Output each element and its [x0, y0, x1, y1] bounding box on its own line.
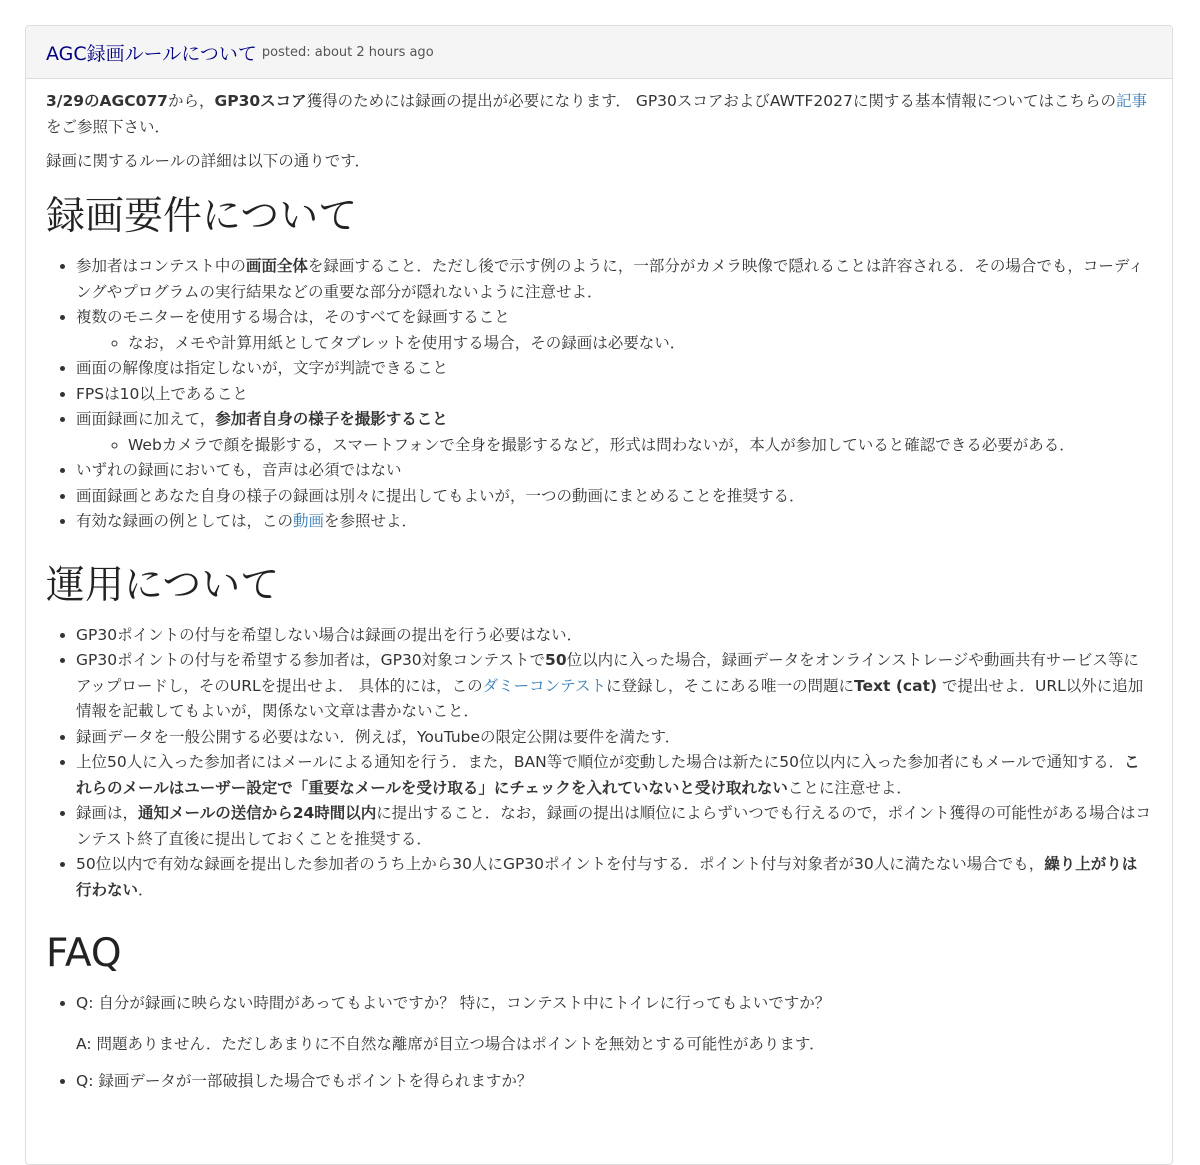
op2-bold-text-cat: Text (cat): [854, 676, 938, 695]
list-item: [76, 254, 1152, 305]
operation-list: [46, 623, 1152, 904]
intro-text-a: から，: [167, 92, 215, 110]
sub-list-item: ◦ なお，メモや計算用紙としてタブレットを使用する場合，その録画は必要ない．: [128, 331, 1152, 357]
post-body: [26, 79, 1172, 1095]
list-item: [76, 407, 1152, 458]
op2-text-a: GP30ポイントの付与を希望する参加者は，GP30対象コンテストで: [76, 651, 546, 669]
intro-paragraph: [46, 88, 1152, 140]
op5-text-a: 録画は，: [76, 804, 139, 822]
op5-text-b: に提出すること．なお，録画の提出は順位によらずいつでも行えるので，ポイント獲得の可能性がある場合はコンテスト終了直後に提出しておくことを推奨する．: [76, 804, 1151, 848]
faq-item: [76, 1069, 1152, 1095]
faq-answer: A: 問題ありません．ただしあまりに不自然な離席が目立つ場合はポイントを無効とする可能性があります．: [76, 1034, 825, 1053]
list-item: [76, 750, 1152, 801]
post-panel: [25, 25, 1173, 1165]
list-item: [76, 509, 1152, 535]
video-link[interactable]: 動画: [293, 512, 325, 530]
posted-time: posted: about 2 hours ago: [261, 44, 434, 60]
req8-text-b: を参照せよ．: [324, 512, 418, 530]
req1-text-b: を録画すること．ただし後で示す例のように，一部分がカメラ映像で隠れることは許容される．その場合でも，コーディングやプログラムの実行結果などの重要な部分が隠れないように注意せよ．: [76, 257, 1144, 301]
article-link[interactable]: 記事: [1116, 92, 1148, 110]
op6-text-a: 50位以内で有効な録画を提出した参加者のうち上から30人にGP30ポイントを付与する．ポイント付与対象者が30人に満たない場合でも，: [76, 855, 1045, 873]
list-item: • 録画データを一般公開する必要はない．例えば，YouTubeの限定公開は要件を満たす．: [76, 725, 1152, 751]
intro-date: 3/29のAGC077: [46, 92, 168, 110]
op2-text-b: 位以内に入った場合，録画データをオンラインストレージや動画共有サービス等にアップロードし，そのURLを提出せよ． 具体的には，この: [76, 651, 1139, 695]
list-item: [76, 648, 1152, 725]
sub-list: [76, 331, 1152, 357]
req2-text: 複数のモニターを使用する場合は，そのすべてを録画すること: [76, 308, 510, 326]
req5-bold: 参加者自身の様子を撮影すること: [215, 410, 448, 428]
section-heading-recording-requirements: 録画要件について: [46, 194, 358, 239]
dummy-contest-link[interactable]: ダミーコンテスト: [482, 676, 606, 695]
intro-text-b: 獲得のためには録画の提出が必要になります． GP30スコアおよびAWTF2027に関する基本情報についてはこちらの: [306, 92, 1117, 110]
list-item: • FPSは10以上であること: [76, 382, 1152, 408]
op2-text-c: に登録し，そこにある唯一の問題に: [606, 676, 855, 695]
faq-question: Q: 録画データが一部破損した場合でもポイントを得られますか？: [76, 1072, 533, 1090]
op5-bold: 通知メールの送信から24時間以内: [138, 804, 377, 822]
op4-bold: これらのメールはユーザー設定で「重要なメールを受け取る」にチェックを入れていないと受け取れない: [76, 753, 1140, 797]
op2-bold-50: 50: [545, 651, 567, 669]
req1-bold: 画面全体: [245, 257, 308, 275]
list-item: [76, 305, 1152, 356]
intro-text-c: をご参照下さい．: [46, 118, 171, 136]
post-title-link[interactable]: AGC録画ルールについて: [46, 42, 257, 65]
sub-list: [76, 433, 1152, 459]
list-item: • GP30ポイントの付与を希望しない場合は録画の提出を行う必要はない．: [76, 623, 1152, 649]
list-item: [76, 801, 1152, 852]
op6-bold: 繰り上がりは行わない: [76, 855, 1138, 899]
sub-list-item: ◦ Webカメラで顔を撮影する，スマートフォンで全身を撮影するなど，形式は問わないが，本人が参加していると確認できる必要がある．: [128, 433, 1152, 459]
list-item: • いずれの録画においても，音声は必須ではない: [76, 458, 1152, 484]
faq-question: Q: 自分が録画に映らない時間があってもよいですか？ 特に，コンテスト中にトイレに行ってもよいですか？: [76, 994, 831, 1012]
list-item: [76, 852, 1152, 903]
intro-paragraph-2: 録画に関するルールの詳細は以下の通りです．: [46, 152, 370, 170]
faq-item: [76, 991, 1152, 1057]
section-heading-operation: 運用について: [46, 562, 280, 608]
list-item: • 画面の解像度は指定しないが，文字が判読できること: [76, 356, 1152, 382]
req8-text-a: 有効な録画の例としては，この: [76, 512, 294, 530]
requirements-list: [46, 254, 1152, 535]
op6-text-b: ．: [138, 880, 154, 899]
section-heading-faq: FAQ: [46, 931, 122, 976]
op4-text-b: ことに注意せよ．: [787, 778, 912, 797]
list-item: • 画面録画とあなた自身の様子の録画は別々に提出してもよいが，一つの動画にまとめることを推奨する．: [76, 484, 1152, 510]
op2-text-d: で提出せよ．URL以外に追加情報を記載してもよいが，関係ない文章は書かないこと．: [76, 676, 1144, 720]
faq-list: [46, 991, 1152, 1095]
op4-text-a: 上位50人に入った参加者にはメールによる通知を行う．また，BAN等で順位が変動した場合は新たに50位以内に入った参加者にもメールで通知する．: [76, 753, 1125, 771]
post-header: [26, 26, 1172, 79]
intro-gp30: GP30スコア: [214, 92, 307, 110]
req1-text-a: 参加者はコンテスト中の: [76, 257, 246, 275]
req5-text-a: 画面録画に加えて，: [76, 410, 216, 428]
